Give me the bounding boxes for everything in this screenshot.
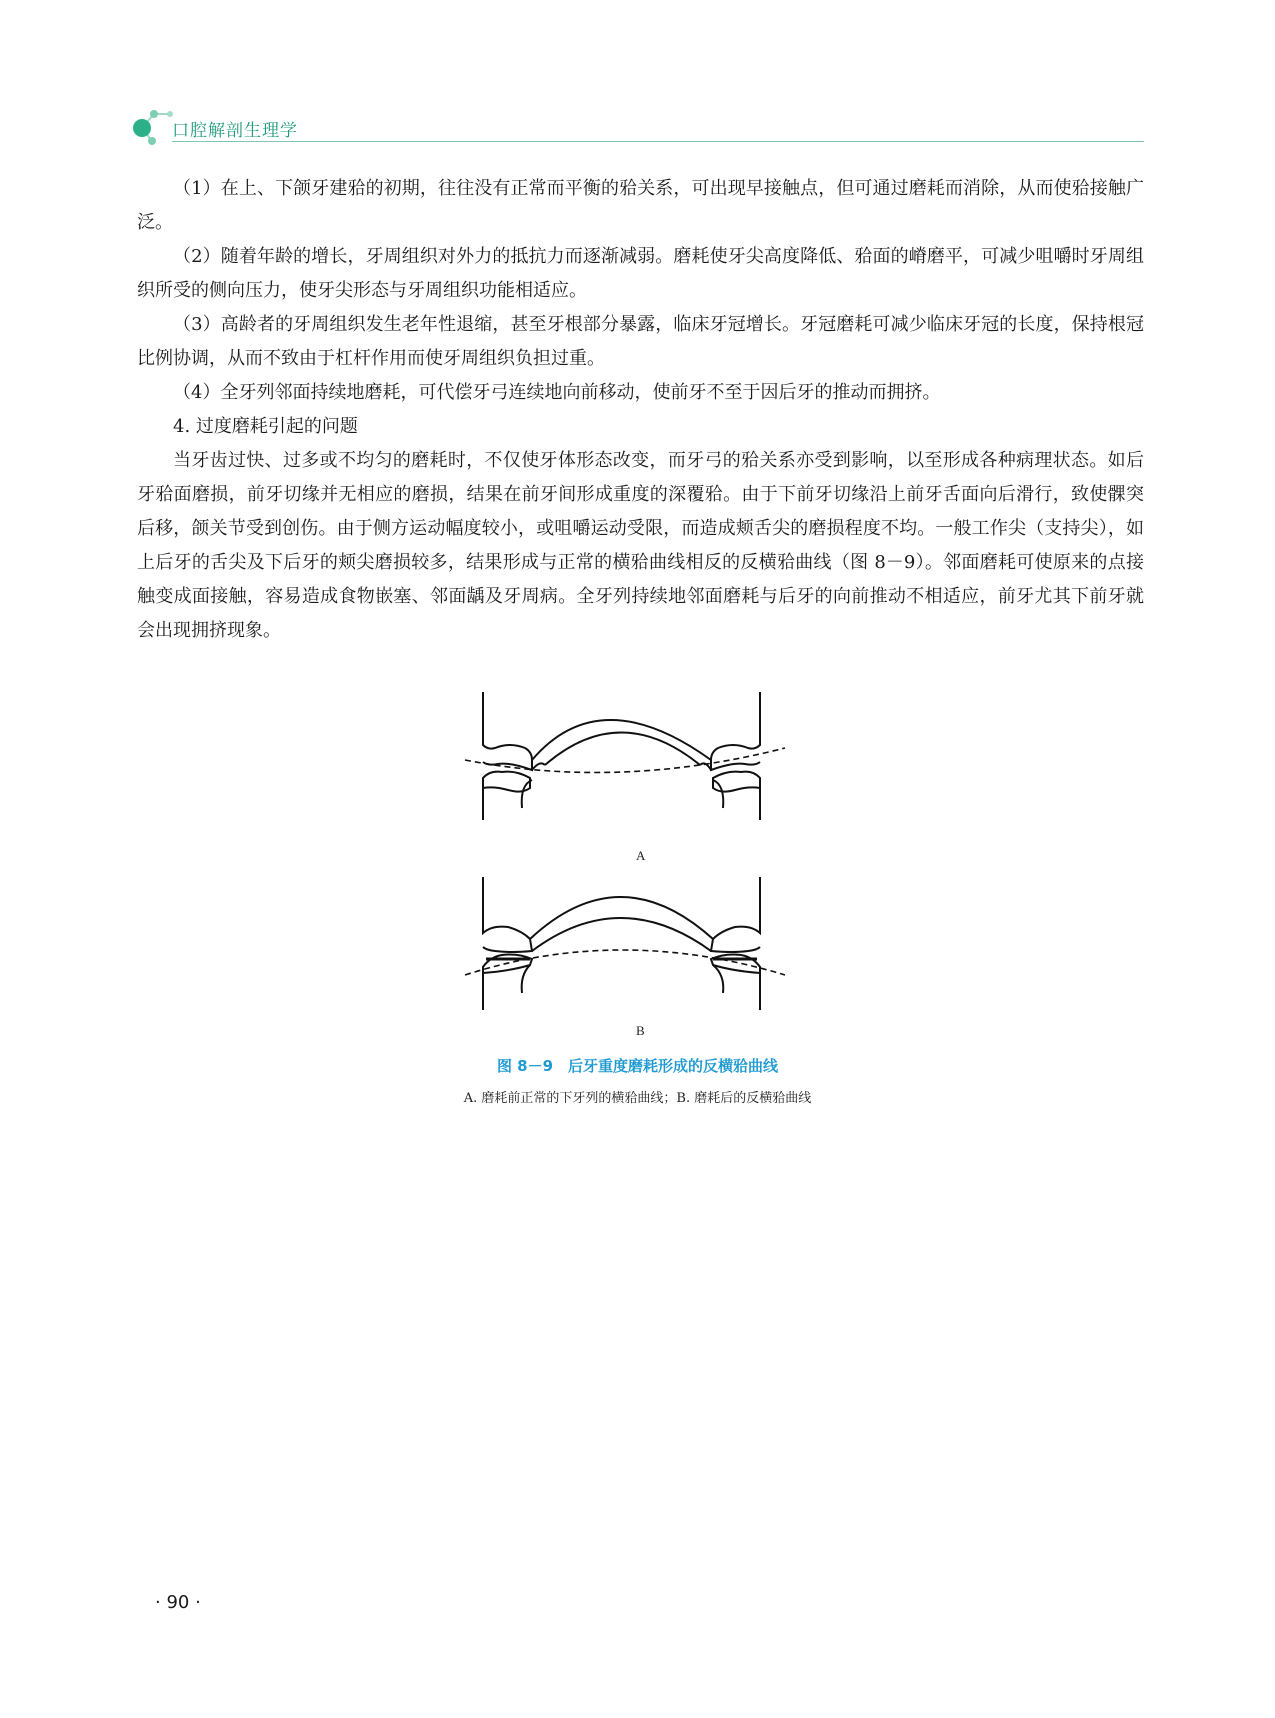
page-number: · 90 · [155, 1592, 201, 1613]
panel-a-label: A [636, 848, 646, 863]
header-rule [172, 141, 1144, 142]
paragraph-3: （3）高龄者的牙周组织发生老年性退缩，甚至牙根部分暴露，临床牙冠增长。牙冠磨耗可减少临床牙冠的长度，保持根冠比例协调，从而不致由于杠杆作用而使牙周组织负担过重。 [137, 314, 1144, 369]
figure-caption: 图 8－9 后牙重度磨耗形成的反横𬌗曲线 [496, 1057, 779, 1075]
paragraph-4: （4）全牙列邻面持续地磨耗，可代偿牙弓连续地向前移动，使前牙不至于因后牙的推动而拥挤。 [173, 382, 941, 403]
book-title: 口腔解剖生理学 [172, 121, 298, 141]
figure-note: A. 磨耗前正常的下牙列的横𬌗曲线；B. 磨耗后的反横𬌗曲线 [463, 1091, 812, 1106]
panel-a-drawing [465, 692, 785, 820]
paragraph-1: （1）在上、下颌牙建𬌗的初期，往往没有正常而平衡的𬌗关系，可出现早接触点，但可通过磨耗而消除，从而使𬌗接触广泛。 [137, 178, 1144, 233]
paragraph-2: （2）随着年龄的增长，牙周组织对外力的抵抗力而逐渐减弱。磨耗使牙尖高度降低、𬌗面的嵴磨平，可减少咀嚼时牙周组织所受的侧向压力，使牙尖形态与牙周组织功能相适应。 [137, 246, 1144, 301]
section-heading: 4. 过度磨耗引起的问题 [173, 416, 358, 437]
panel-b-label: B [636, 1023, 645, 1038]
section-paragraph: 当牙齿过快、过多或不均匀的磨耗时，不仅使牙体形态改变，而牙弓的𬌗关系亦受到影响，以至形成各种病理状态。如后牙𬌗面磨损，前牙切缘并无相应的磨损，结果在前牙间形成重度的深覆𬌗。由于下前牙切缘沿上前牙舌面向后滑行，致使髁突后移，颌关节受到创伤。由于侧方运动幅度较小，或咀嚼运动受限，而造成颊舌尖的磨损程度不均。一般工作尖（支持尖），如上后牙的舌尖及下后牙的颊尖磨损较多，结果形成与正常的横𬌗曲线相反的反横𬌗曲线（图 8－9）。邻面磨耗可使原来的点接触变成面接触，容易造成食物嵌塞、邻面龋及牙周病。全牙列持续地邻面磨耗与后牙的向前推动不相适应，前牙尤其下前牙就会出现拥挤现象。 [137, 450, 1144, 641]
running-header [132, 108, 1144, 148]
occlusal-curve-diagram [450, 690, 830, 1050]
panel-b-drawing [465, 877, 785, 1010]
body-text [137, 172, 1144, 648]
figure-8-9 [450, 690, 830, 1050]
